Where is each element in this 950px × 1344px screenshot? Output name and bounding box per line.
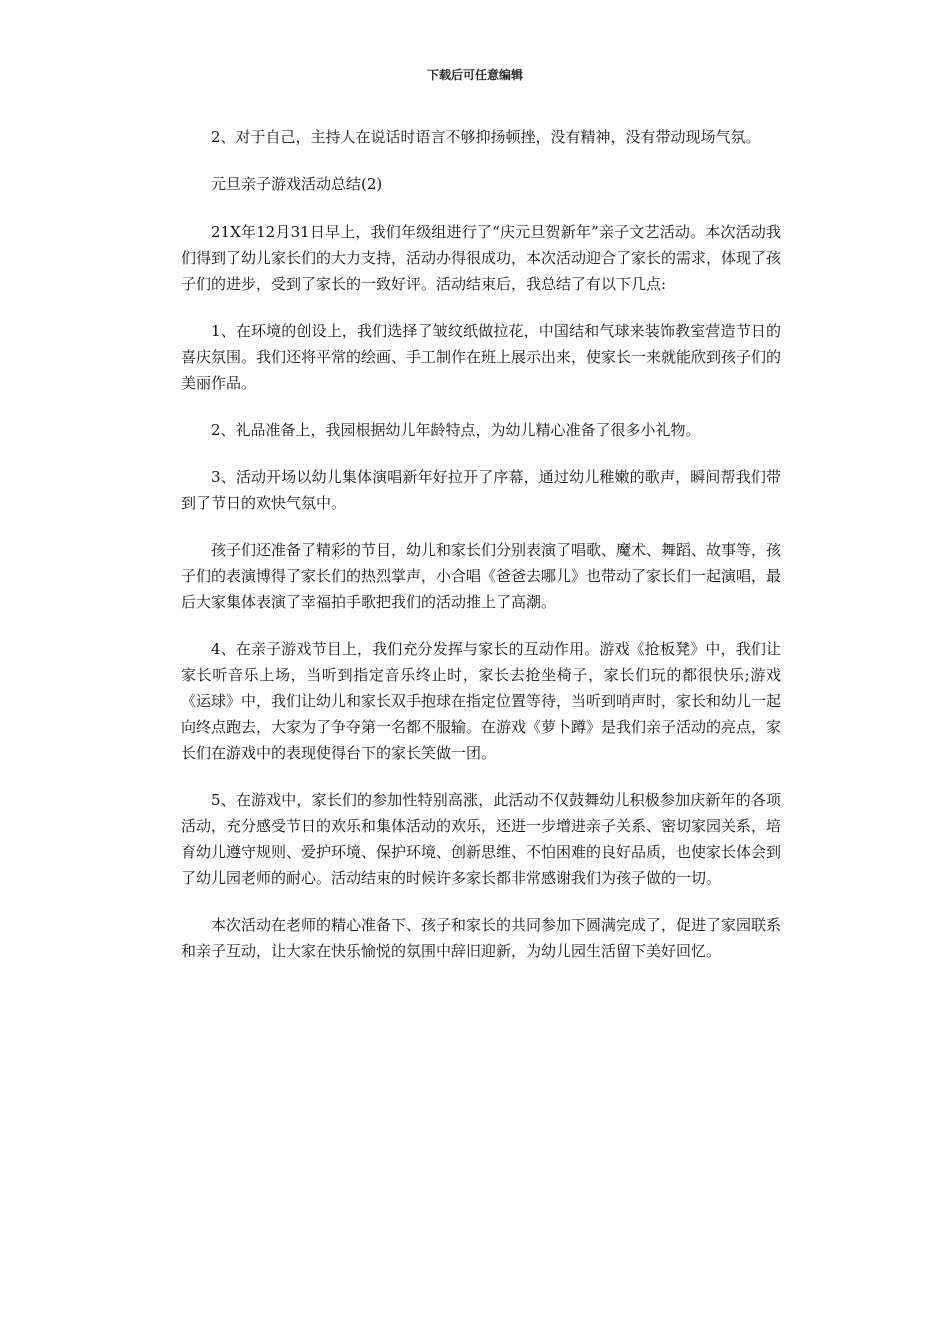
paragraph-intro: 21X年12月31日早上，我们年级组进行了“庆元旦贺新年”亲子文艺活动。本次活动我们得到了幼儿家长们的大力支持，活动办得很成功，本次活动迎合了家长的需求，体现了孩子们的进步，受到了家长的一致好评。活动结束后，我总结了有以下几点: <box>181 223 782 293</box>
paragraph-point-5: 5、在游戏中，家长们的参加性特别高涨，此活动不仅鼓舞幼儿积极参加庆新年的各项活动，充分感受节日的欢乐和集体活动的欢乐，还进一步增进亲子关系、密切家园关系，培育幼儿遵守规则、爱护环境、保护环境、创新思维、不怕困难的良好品质，也使家长体会到了幼儿园老师的耐心。活动结束的时候许多家长都非常感谢我们为孩子做的一切。 <box>181 791 782 887</box>
paragraph-point-1: 1、在环境的创设上，我们选择了皱纹纸做拉花，中国结和气球来装饰教室营造节日的喜庆氛围。我们还将平常的绘画、手工制作在班上展示出来，使家长一来就能欣到孩子们的美丽作品。 <box>181 322 782 392</box>
document-body <box>181 124 781 985</box>
page-header: 下载后可任意编辑 <box>426 68 523 82</box>
paragraph-conclusion: 本次活动在老师的精心准备下、孩子和家长的共同参加下圆满完成了，促进了家园联系和亲子互动，让大家在快乐愉悦的氛围中辞旧迎新，为幼儿园生活留下美好回忆。 <box>181 916 782 960</box>
paragraph-host-self-review: 2、对于自己，主持人在说话时语言不够抑扬顿挫，没有精神，没有带动现场气氛。 <box>211 128 761 146</box>
paragraph-point-2: 2、礼品准备上，我园根据幼儿年龄特点，为幼儿精心准备了很多小礼物。 <box>211 421 701 439</box>
paragraph-performances: 孩子们还准备了精彩的节目，幼儿和家长们分别表演了唱歌、魔术、舞蹈、故事等，孩子们的表演博得了家长们的热烈掌声，小合唱《爸爸去哪儿》也带动了家长们一起演唱，最后大家集体表演了幸福拍手歌把我们的活动推上了高潮。 <box>181 541 782 611</box>
paragraph-point-3: 3、活动开场以幼儿集体演唱新年好拉开了序幕，通过幼儿稚嫩的歌声，瞬间帮我们带到了节日的欢快气氛中。 <box>181 468 781 512</box>
paragraph-point-4: 4、在亲子游戏节目上，我们充分发挥与家长的互动作用。游戏《抢板凳》中，我们让家长听音乐上场，当听到指定音乐终止时，家长去抢坐椅子，家长们玩的都很快乐;游戏《运球》中，我们让幼儿和家长双手抱球在指定位置等待，当听到哨声时，家长和幼儿一起向终点跑去，大家为了争夺第一名都不服输。在游戏《萝卜蹲》是我们亲子活动的亮点，家长们在游戏中的表现使得台下的家长笑做一团。 <box>181 640 782 762</box>
section-title: 元旦亲子游戏活动总结(2) <box>211 175 383 193</box>
